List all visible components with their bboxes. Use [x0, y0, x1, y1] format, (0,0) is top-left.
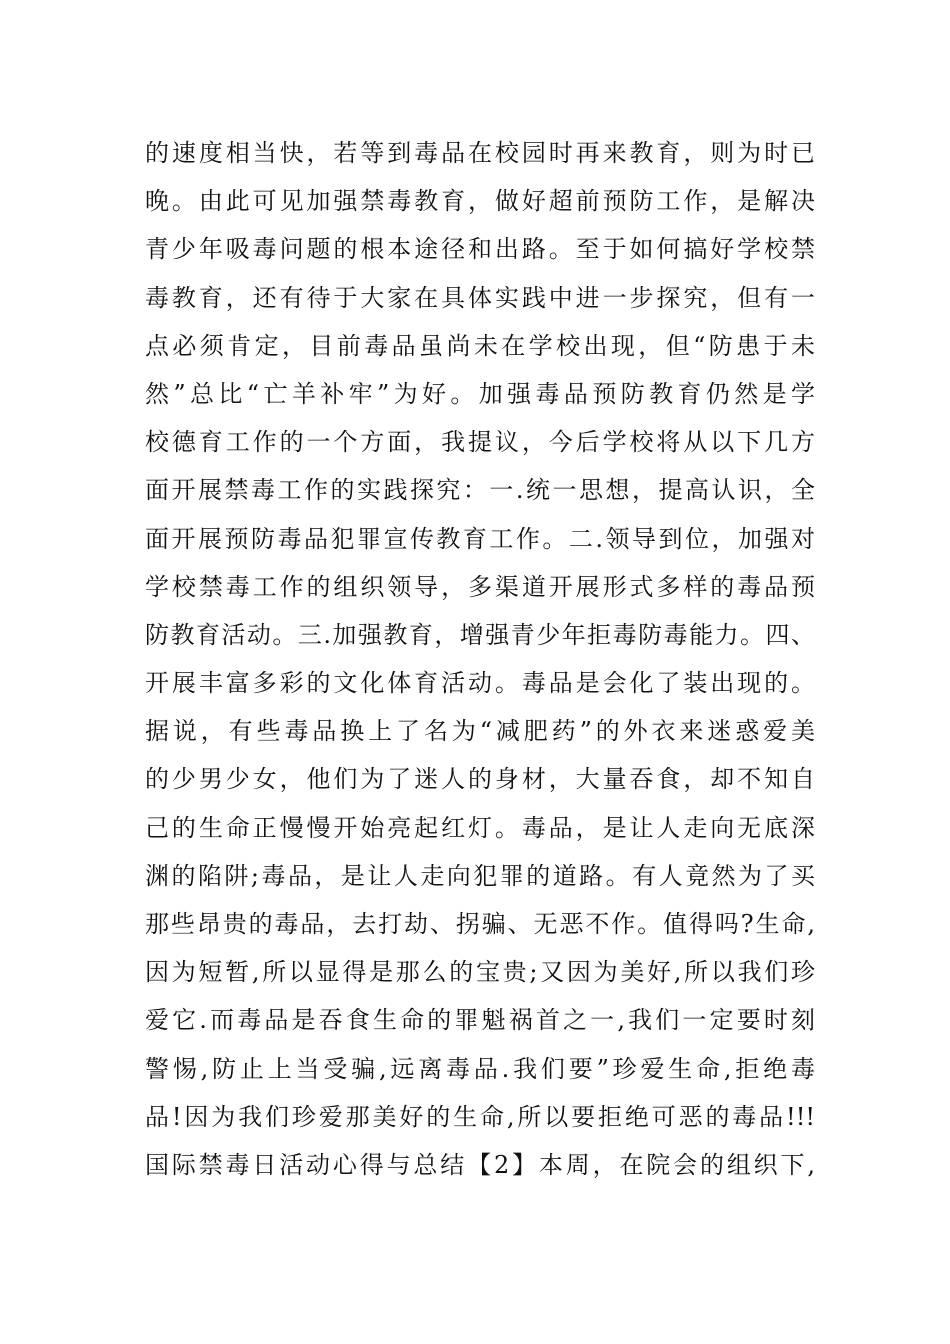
text-line: 那些昂贵的毒品，去打劫、拐骗、无恶不作。值得吗?生命,: [145, 910, 815, 938]
text-line: 己的生命正慢慢开始亮起红灯。毒品，是让人走向无底深: [145, 813, 815, 842]
text-line: 晚。由此可见加强禁毒教育，做好超前预防工作，是解决: [145, 187, 815, 216]
text-line: 青少年吸毒问题的根本途径和出路。至于如何搞好学校禁: [145, 235, 815, 264]
body-text: [145, 129, 815, 1189]
text-line: 校德育工作的一个方面，我提议，今后学校将从以下几方: [145, 428, 815, 457]
text-line: 面开展禁毒工作的实践探究：一.统一思想，提高认识，全: [145, 476, 815, 505]
text-line: 国际禁毒日活动心得与总结【2】本周，在院会的组织下,: [145, 1150, 815, 1179]
text-line: 渊的陷阱;毒品，是让人走向犯罪的道路。有人竟然为了买: [145, 861, 815, 890]
text-line: 品!因为我们珍爱那美好的生命,所以要拒绝可恶的毒品!!!: [145, 1102, 815, 1131]
text-line: 防教育活动。三.加强教育，增强青少年拒毒防毒能力。四、: [145, 620, 815, 649]
text-line: 学校禁毒工作的组织领导，多渠道开展形式多样的毒品预: [145, 572, 815, 601]
text-line: 因为短暂,所以显得是那么的宝贵;又因为美好,所以我们珍: [145, 958, 815, 987]
text-line: 的少男少女，他们为了迷人的身材，大量吞食，却不知自: [145, 765, 815, 794]
text-line: 爱它.而毒品是吞食生命的罪魁祸首之一,我们一定要时刻: [145, 1006, 815, 1035]
text-line: 点必须肯定，目前毒品虽尚未在学校出现，但“防患于未: [145, 331, 815, 360]
text-line: 面开展预防毒品犯罪宣传教育工作。二.领导到位，加强对: [145, 524, 815, 553]
text-line: 警惕,防止上当受骗,远离毒品.我们要”珍爱生命,拒绝毒: [145, 1054, 815, 1083]
text-line: 据说，有些毒品换上了名为“减肥药”的外衣来迷惑爱美: [145, 717, 815, 746]
text-line: 然”总比“亡羊补牢”为好。加强毒品预防教育仍然是学: [145, 379, 815, 408]
text-line: 毒教育，还有待于大家在具体实践中进一步探究，但有一: [145, 283, 815, 312]
text-line: 的速度相当快，若等到毒品在校园时再来教育，则为时已: [145, 139, 815, 167]
text-line: 开展丰富多彩的文化体育活动。毒品是会化了装出现的。: [145, 669, 815, 698]
